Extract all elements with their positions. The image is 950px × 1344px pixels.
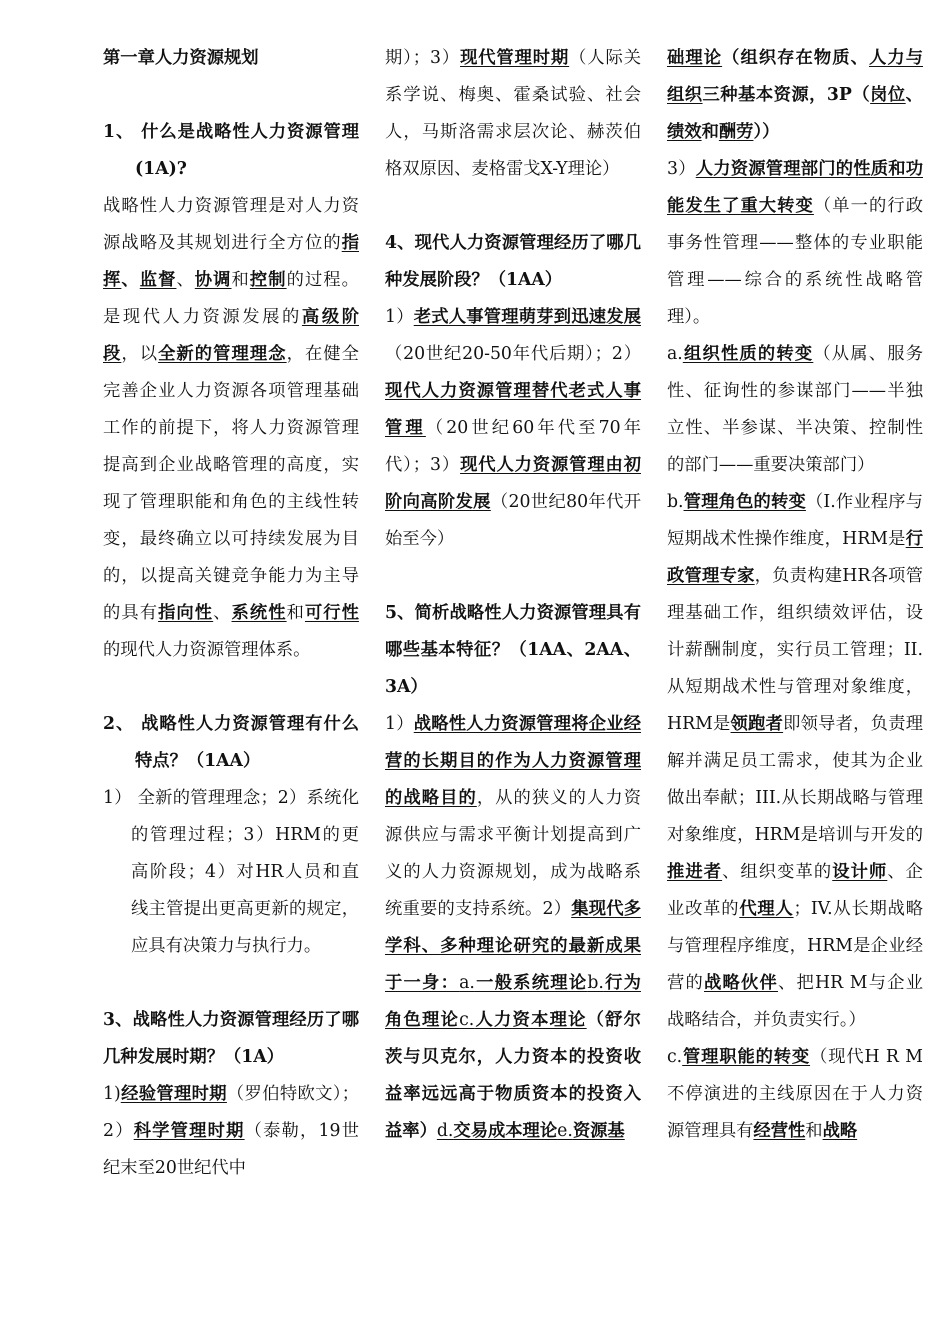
question-3-answer: 1)经验管理时期（罗伯特欧文）；2）科学管理时期（泰勒，19世纪末至20世纪代中 bbox=[103, 1084, 359, 1178]
question-4-answer: 1）老式人事管理萌芽到迅速发展（20世纪20-50年代后期）；2）现代人力资源管理替代老式人事管理（20世纪60年代至70年代）；3）现代人力资源管理由初阶向高阶发展（20世纪80年代开始至今） bbox=[385, 307, 641, 549]
question-5-answer-cont: 础理论（组织存在物质、人力与组织三种基本资源，3P（岗位、绩效和酬劳）） bbox=[667, 48, 923, 142]
question-1-answer: 战略性人力资源管理是对人力资源战略及其规划进行全方位的指挥、监督、协调和控制的过程。是现代人力资源发展的高级阶段，以全新的管理理念，在健全完善企业人力资源各项管理基础工作的前提下，将人力资源管理提高到企业战略管理的高度，实现了管理职能和角色的主线性转变，最终确立以可持续发展为目的，以提高关键竞争能力为主导的具有指向性、系统性和可行性的现代人力资源管理体系。 bbox=[103, 196, 359, 660]
column-1 bbox=[103, 40, 359, 1187]
point-3b: b.管理角色的转变（I.作业程序与短期战术性操作维度，HRM是行政管理专家，负责构建HR各项管理基础工作，组织绩效评估，设计薪酬制度，实行员工管理；II.从短期战术性与管理对象维度，HRM是领跑者即领导者，负责理解并满足员工需求，使其为企业做出奉献；III.从长期战略与管理对象维度，HRM是培训与开发的推进者、组织变革的设计师、企业改革的代理人；IV.从长期战略与管理程序维度，HRM是企业经营的战略伙伴、把HR M与企业战略结合，并负责实行。） bbox=[667, 492, 923, 1030]
point-3: 3）人力资源管理部门的性质和功能发生了重大转变（单一的行政事务性管理——整体的专业职能管理——综合的系统性战略管理）。 bbox=[667, 159, 923, 327]
question-5-answer: 1）战略性人力资源管理将企业经营的长期目的作为人力资源管理的战略目的，从的狭义的人力资源供应与需求平衡计划提高到广义的人力资源规划，成为战略系统重要的支持系统。2）集现代多学科、多种理论研究的最新成果于一身：a.一般系统理论b.行为角色理论c.人力资本理论（舒尔茨与贝克尔，人力资本的投资收益率远远高于物质资本的投资入益率）d.交易成本理论e.资源基 bbox=[385, 714, 641, 1141]
question-4-title: 4、现代人力资源管理经历了哪几种发展阶段？（1AA） bbox=[385, 233, 641, 290]
point-3c: c.管理职能的转变（现代H R M不停演进的主线原因在于人力资源管理具有经营性和战略 bbox=[667, 1047, 923, 1141]
point-3a: a.组织性质的转变（从属、服务性、征询性的参谋部门——半独立性、半参谋、半决策、控制性的部门——重要决策部门） bbox=[667, 344, 923, 475]
chapter-title: 第一章人力资源规划 bbox=[103, 48, 259, 68]
column-3 bbox=[667, 40, 923, 1150]
question-1-title: 1、 什么是战略性人力资源管理(1A)? bbox=[103, 122, 359, 179]
question-3-answer-cont: 期）；3）现代管理时期（人际关系学说、梅奥、霍桑试验、社会人，马斯洛需求层次论、赫茨伯格双原因、麦格雷戈X-Y理论） bbox=[385, 48, 641, 179]
question-5-title: 5、简析战略性人力资源管理具有哪些基本特征？（1AA、2AA、3A） bbox=[385, 603, 641, 697]
question-2-title: 2、 战略性人力资源管理有什么特点？（1AA） bbox=[103, 714, 359, 771]
question-3-title: 3、战略性人力资源管理经历了哪几种发展时期？（1A） bbox=[103, 1010, 359, 1067]
column-2 bbox=[385, 40, 641, 1150]
question-2-answer: 1） 全新的管理理念；2）系统化的管理过程；3）HRM的更高阶段；4）对HR人员和直线主管提出更高更新的规定，应具有决策力与执行力。 bbox=[103, 788, 359, 956]
